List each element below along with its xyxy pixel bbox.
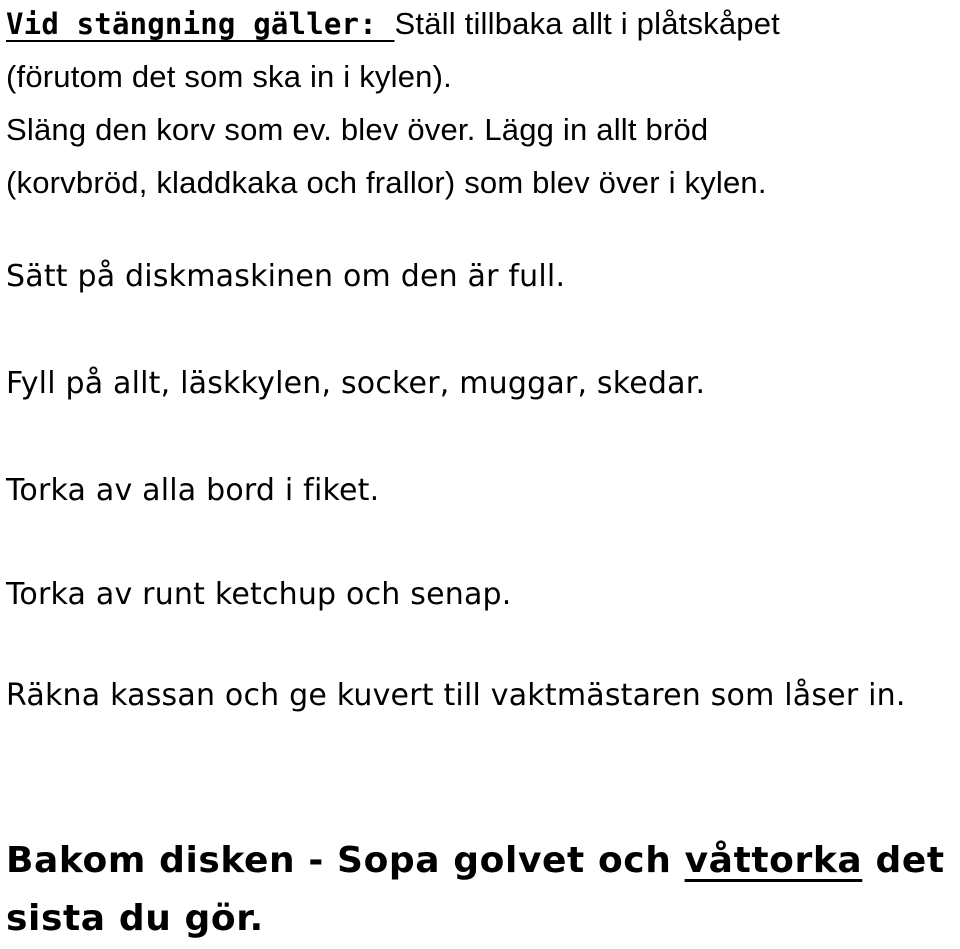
refill-instruction: Fyll på allt, läskkylen, socker, muggar, skedar. (6, 366, 706, 401)
final-instruction (6, 832, 956, 948)
closing-instructions (6, 0, 956, 210)
tables-instruction: Torka av alla bord i fiket. (6, 473, 380, 508)
ketchup-instruction: Torka av runt ketchup och senap. (6, 577, 512, 612)
closing-line-3: Släng den korv som ev. blev över. Lägg in allt bröd (6, 112, 709, 147)
cash-instruction: Räkna kassan och ge kuvert till vaktmästaren som låser in. (6, 678, 906, 713)
closing-line-4: (korvbröd, kladdkaka och frallor) som blev över i kylen. (6, 165, 767, 200)
closing-line-2: (förutom det som ska in i kylen). (6, 59, 452, 94)
closing-heading: Vid stängning gäller: (6, 7, 395, 41)
final-text-part-1: Bakom disken - Sopa golvet och (6, 840, 685, 881)
closing-line-1: Ställ tillbaka allt i plåtskåpet (394, 6, 780, 41)
final-underlined-word: våttorka (684, 840, 863, 881)
final-text-part-2: det sista du gör. (6, 840, 945, 939)
dishwasher-instruction: Sätt på diskmaskinen om den är full. (6, 259, 566, 294)
